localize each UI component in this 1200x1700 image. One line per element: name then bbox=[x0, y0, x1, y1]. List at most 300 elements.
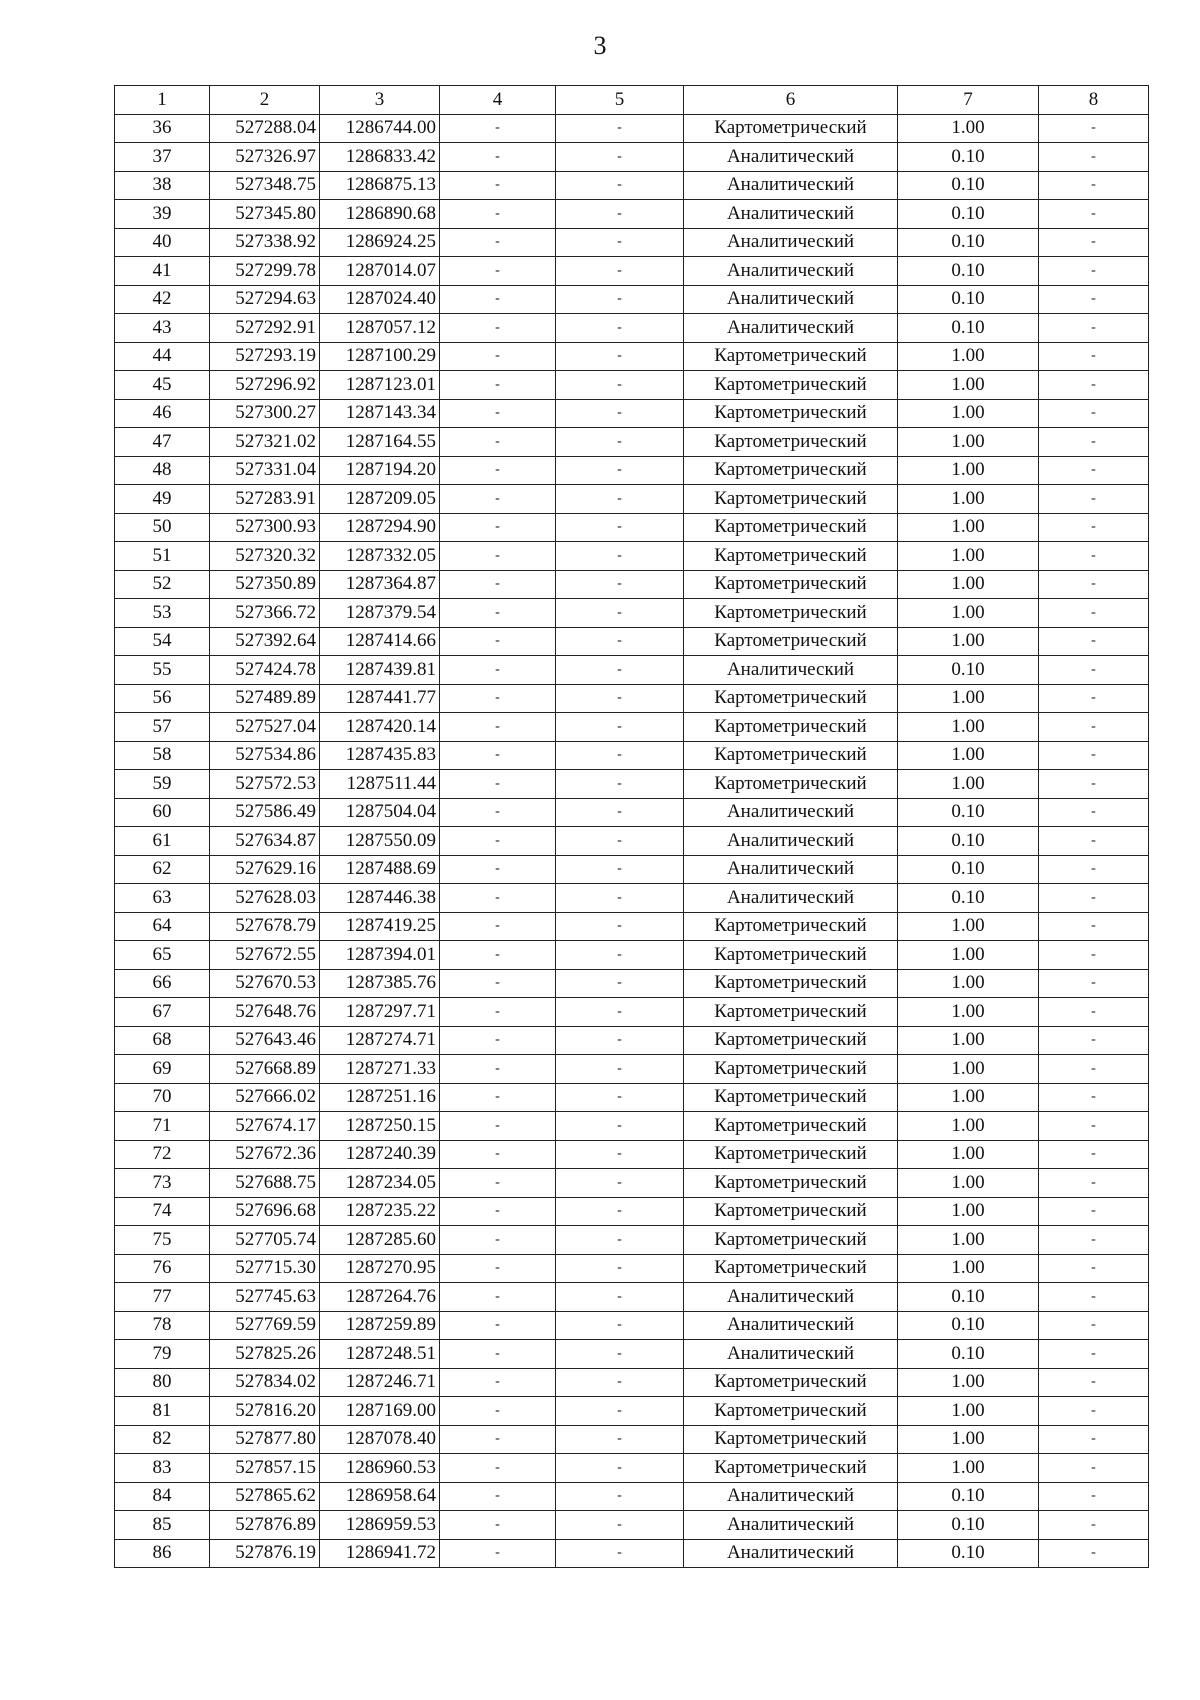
cell-col8: - bbox=[1039, 1397, 1149, 1426]
cell-method: Аналитический bbox=[684, 143, 898, 172]
cell-accuracy: 0.10 bbox=[898, 1283, 1039, 1312]
cell-method: Картометрический bbox=[684, 1055, 898, 1084]
cell-col8: - bbox=[1039, 371, 1149, 400]
cell-point-number: 50 bbox=[115, 513, 210, 542]
cell-col4: - bbox=[440, 998, 556, 1027]
cell-method: Аналитический bbox=[684, 798, 898, 827]
cell-point-number: 67 bbox=[115, 998, 210, 1027]
cell-point-number: 84 bbox=[115, 1482, 210, 1511]
cell-col4: - bbox=[440, 741, 556, 770]
cell-col8: - bbox=[1039, 599, 1149, 628]
cell-accuracy: 1.00 bbox=[898, 399, 1039, 428]
cell-point-number: 62 bbox=[115, 855, 210, 884]
cell-accuracy: 1.00 bbox=[898, 599, 1039, 628]
cell-accuracy: 1.00 bbox=[898, 513, 1039, 542]
cell-col4: - bbox=[440, 485, 556, 514]
cell-x: 527688.75 bbox=[210, 1169, 320, 1198]
cell-x: 527674.17 bbox=[210, 1112, 320, 1141]
table-row bbox=[115, 627, 1149, 656]
cell-col5: - bbox=[556, 143, 684, 172]
cell-y: 1287364.87 bbox=[320, 570, 440, 599]
cell-method: Картометрический bbox=[684, 998, 898, 1027]
cell-col5: - bbox=[556, 171, 684, 200]
cell-x: 527670.53 bbox=[210, 969, 320, 998]
cell-col5: - bbox=[556, 627, 684, 656]
cell-x: 527825.26 bbox=[210, 1340, 320, 1369]
header-cell-point-number: 1 bbox=[115, 86, 210, 115]
cell-col5: - bbox=[556, 428, 684, 457]
cell-col8: - bbox=[1039, 285, 1149, 314]
cell-y: 1287271.33 bbox=[320, 1055, 440, 1084]
cell-accuracy: 0.10 bbox=[898, 314, 1039, 343]
cell-method: Картометрический bbox=[684, 1425, 898, 1454]
cell-x: 527300.27 bbox=[210, 399, 320, 428]
cell-x: 527320.32 bbox=[210, 542, 320, 571]
cell-accuracy: 1.00 bbox=[898, 1368, 1039, 1397]
cell-x: 527586.49 bbox=[210, 798, 320, 827]
cell-method: Картометрический bbox=[684, 1454, 898, 1483]
cell-accuracy: 1.00 bbox=[898, 114, 1039, 143]
cell-col8: - bbox=[1039, 827, 1149, 856]
cell-x: 527834.02 bbox=[210, 1368, 320, 1397]
cell-point-number: 75 bbox=[115, 1226, 210, 1255]
cell-point-number: 43 bbox=[115, 314, 210, 343]
cell-accuracy: 0.10 bbox=[898, 228, 1039, 257]
cell-point-number: 63 bbox=[115, 884, 210, 913]
cell-accuracy: 0.10 bbox=[898, 827, 1039, 856]
cell-col5: - bbox=[556, 1083, 684, 1112]
cell-col5: - bbox=[556, 1055, 684, 1084]
cell-y: 1287488.69 bbox=[320, 855, 440, 884]
page-number: 3 bbox=[593, 31, 607, 60]
cell-col8: - bbox=[1039, 1197, 1149, 1226]
cell-col4: - bbox=[440, 684, 556, 713]
cell-point-number: 72 bbox=[115, 1140, 210, 1169]
cell-accuracy: 1.00 bbox=[898, 1454, 1039, 1483]
cell-y: 1287251.16 bbox=[320, 1083, 440, 1112]
cell-method: Картометрический bbox=[684, 1112, 898, 1141]
cell-accuracy: 1.00 bbox=[898, 542, 1039, 571]
cell-method: Аналитический bbox=[684, 1283, 898, 1312]
cell-col5: - bbox=[556, 1539, 684, 1568]
cell-col8: - bbox=[1039, 1226, 1149, 1255]
cell-point-number: 47 bbox=[115, 428, 210, 457]
cell-point-number: 78 bbox=[115, 1311, 210, 1340]
cell-method: Картометрический bbox=[684, 542, 898, 571]
cell-col5: - bbox=[556, 200, 684, 229]
cell-method: Картометрический bbox=[684, 1368, 898, 1397]
cell-col8: - bbox=[1039, 342, 1149, 371]
cell-col4: - bbox=[440, 884, 556, 913]
cell-x: 527668.89 bbox=[210, 1055, 320, 1084]
cell-x: 527293.19 bbox=[210, 342, 320, 371]
cell-method: Аналитический bbox=[684, 314, 898, 343]
cell-col4: - bbox=[440, 1083, 556, 1112]
cell-col4: - bbox=[440, 285, 556, 314]
cell-y: 1287270.95 bbox=[320, 1254, 440, 1283]
table-row bbox=[115, 1226, 1149, 1255]
cell-method: Картометрический bbox=[684, 713, 898, 742]
cell-col8: - bbox=[1039, 713, 1149, 742]
cell-x: 527634.87 bbox=[210, 827, 320, 856]
header-cell-col4: 4 bbox=[440, 86, 556, 115]
cell-col4: - bbox=[440, 114, 556, 143]
cell-point-number: 74 bbox=[115, 1197, 210, 1226]
cell-col5: - bbox=[556, 912, 684, 941]
cell-col8: - bbox=[1039, 1425, 1149, 1454]
cell-method: Аналитический bbox=[684, 1311, 898, 1340]
cell-col8: - bbox=[1039, 257, 1149, 286]
cell-x: 527424.78 bbox=[210, 656, 320, 685]
cell-col8: - bbox=[1039, 941, 1149, 970]
cell-x: 527876.19 bbox=[210, 1539, 320, 1568]
cell-accuracy: 1.00 bbox=[898, 1197, 1039, 1226]
cell-method: Картометрический bbox=[684, 1397, 898, 1426]
cell-method: Картометрический bbox=[684, 912, 898, 941]
table-row bbox=[115, 542, 1149, 571]
cell-x: 527672.36 bbox=[210, 1140, 320, 1169]
table-row bbox=[115, 1511, 1149, 1540]
cell-x: 527877.80 bbox=[210, 1425, 320, 1454]
table-row bbox=[115, 342, 1149, 371]
table-row bbox=[115, 1482, 1149, 1511]
cell-point-number: 85 bbox=[115, 1511, 210, 1540]
table-row bbox=[115, 456, 1149, 485]
cell-col4: - bbox=[440, 200, 556, 229]
cell-y: 1286960.53 bbox=[320, 1454, 440, 1483]
cell-col5: - bbox=[556, 542, 684, 571]
cell-point-number: 41 bbox=[115, 257, 210, 286]
cell-x: 527572.53 bbox=[210, 770, 320, 799]
cell-point-number: 38 bbox=[115, 171, 210, 200]
cell-x: 527321.02 bbox=[210, 428, 320, 457]
cell-x: 527678.79 bbox=[210, 912, 320, 941]
cell-col8: - bbox=[1039, 855, 1149, 884]
table-row bbox=[115, 656, 1149, 685]
cell-col5: - bbox=[556, 656, 684, 685]
cell-col4: - bbox=[440, 1425, 556, 1454]
cell-col8: - bbox=[1039, 228, 1149, 257]
cell-point-number: 64 bbox=[115, 912, 210, 941]
cell-point-number: 69 bbox=[115, 1055, 210, 1084]
cell-accuracy: 0.10 bbox=[898, 1311, 1039, 1340]
cell-y: 1287414.66 bbox=[320, 627, 440, 656]
cell-col4: - bbox=[440, 1397, 556, 1426]
cell-point-number: 81 bbox=[115, 1397, 210, 1426]
cell-y: 1286833.42 bbox=[320, 143, 440, 172]
cell-method: Картометрический bbox=[684, 428, 898, 457]
cell-y: 1287078.40 bbox=[320, 1425, 440, 1454]
cell-point-number: 53 bbox=[115, 599, 210, 628]
cell-col5: - bbox=[556, 599, 684, 628]
cell-x: 527283.91 bbox=[210, 485, 320, 514]
table-row bbox=[115, 171, 1149, 200]
cell-y: 1287297.71 bbox=[320, 998, 440, 1027]
cell-accuracy: 0.10 bbox=[898, 656, 1039, 685]
cell-method: Аналитический bbox=[684, 1539, 898, 1568]
cell-x: 527705.74 bbox=[210, 1226, 320, 1255]
cell-col8: - bbox=[1039, 1140, 1149, 1169]
cell-point-number: 66 bbox=[115, 969, 210, 998]
cell-method: Картометрический bbox=[684, 371, 898, 400]
cell-col4: - bbox=[440, 627, 556, 656]
cell-col8: - bbox=[1039, 741, 1149, 770]
cell-col4: - bbox=[440, 570, 556, 599]
cell-y: 1287169.00 bbox=[320, 1397, 440, 1426]
cell-col8: - bbox=[1039, 1283, 1149, 1312]
cell-col5: - bbox=[556, 770, 684, 799]
table-row bbox=[115, 741, 1149, 770]
cell-col4: - bbox=[440, 1169, 556, 1198]
cell-col8: - bbox=[1039, 114, 1149, 143]
cell-col8: - bbox=[1039, 1055, 1149, 1084]
cell-method: Картометрический bbox=[684, 513, 898, 542]
cell-x: 527288.04 bbox=[210, 114, 320, 143]
cell-method: Картометрический bbox=[684, 684, 898, 713]
cell-col4: - bbox=[440, 798, 556, 827]
cell-method: Аналитический bbox=[684, 1482, 898, 1511]
table-row bbox=[115, 1197, 1149, 1226]
cell-accuracy: 1.00 bbox=[898, 342, 1039, 371]
cell-accuracy: 1.00 bbox=[898, 1026, 1039, 1055]
cell-point-number: 54 bbox=[115, 627, 210, 656]
cell-col8: - bbox=[1039, 798, 1149, 827]
table-row bbox=[115, 713, 1149, 742]
cell-col5: - bbox=[556, 371, 684, 400]
cell-point-number: 48 bbox=[115, 456, 210, 485]
cell-point-number: 83 bbox=[115, 1454, 210, 1483]
cell-col8: - bbox=[1039, 770, 1149, 799]
cell-col8: - bbox=[1039, 1340, 1149, 1369]
cell-y: 1287248.51 bbox=[320, 1340, 440, 1369]
cell-col5: - bbox=[556, 513, 684, 542]
table-row bbox=[115, 1397, 1149, 1426]
table-row bbox=[115, 684, 1149, 713]
cell-y: 1286959.53 bbox=[320, 1511, 440, 1540]
cell-col8: - bbox=[1039, 1254, 1149, 1283]
cell-col4: - bbox=[440, 1311, 556, 1340]
cell-method: Аналитический bbox=[684, 1340, 898, 1369]
cell-y: 1287194.20 bbox=[320, 456, 440, 485]
cell-method: Картометрический bbox=[684, 1169, 898, 1198]
table-row bbox=[115, 599, 1149, 628]
cell-point-number: 68 bbox=[115, 1026, 210, 1055]
cell-col5: - bbox=[556, 114, 684, 143]
cell-point-number: 77 bbox=[115, 1283, 210, 1312]
cell-y: 1287240.39 bbox=[320, 1140, 440, 1169]
table-row bbox=[115, 1112, 1149, 1141]
cell-point-number: 59 bbox=[115, 770, 210, 799]
table-row bbox=[115, 912, 1149, 941]
cell-col5: - bbox=[556, 684, 684, 713]
cell-col4: - bbox=[440, 1539, 556, 1568]
cell-col8: - bbox=[1039, 1511, 1149, 1540]
cell-accuracy: 1.00 bbox=[898, 1112, 1039, 1141]
cell-accuracy: 1.00 bbox=[898, 570, 1039, 599]
cell-method: Картометрический bbox=[684, 1254, 898, 1283]
cell-point-number: 65 bbox=[115, 941, 210, 970]
cell-x: 527392.64 bbox=[210, 627, 320, 656]
cell-y: 1287511.44 bbox=[320, 770, 440, 799]
table-row bbox=[115, 770, 1149, 799]
cell-method: Аналитический bbox=[684, 171, 898, 200]
cell-col8: - bbox=[1039, 542, 1149, 571]
cell-x: 527876.89 bbox=[210, 1511, 320, 1540]
table-body bbox=[115, 114, 1149, 1568]
cell-x: 527628.03 bbox=[210, 884, 320, 913]
table-row bbox=[115, 570, 1149, 599]
cell-x: 527745.63 bbox=[210, 1283, 320, 1312]
cell-col8: - bbox=[1039, 1539, 1149, 1568]
cell-y: 1287143.34 bbox=[320, 399, 440, 428]
cell-y: 1287057.12 bbox=[320, 314, 440, 343]
cell-method: Картометрический bbox=[684, 741, 898, 770]
cell-col8: - bbox=[1039, 570, 1149, 599]
cell-point-number: 76 bbox=[115, 1254, 210, 1283]
cell-col4: - bbox=[440, 1254, 556, 1283]
cell-method: Аналитический bbox=[684, 827, 898, 856]
cell-col8: - bbox=[1039, 1026, 1149, 1055]
table-row bbox=[115, 998, 1149, 1027]
cell-x: 527345.80 bbox=[210, 200, 320, 229]
cell-method: Картометрический bbox=[684, 1083, 898, 1112]
table-row bbox=[115, 371, 1149, 400]
cell-method: Картометрический bbox=[684, 1197, 898, 1226]
cell-col4: - bbox=[440, 428, 556, 457]
cell-col8: - bbox=[1039, 428, 1149, 457]
cell-x: 527294.63 bbox=[210, 285, 320, 314]
cell-col8: - bbox=[1039, 884, 1149, 913]
cell-y: 1287209.05 bbox=[320, 485, 440, 514]
cell-accuracy: 0.10 bbox=[898, 1340, 1039, 1369]
cell-accuracy: 1.00 bbox=[898, 428, 1039, 457]
table-row bbox=[115, 1454, 1149, 1483]
cell-point-number: 80 bbox=[115, 1368, 210, 1397]
cell-accuracy: 0.10 bbox=[898, 200, 1039, 229]
cell-y: 1287504.04 bbox=[320, 798, 440, 827]
cell-col8: - bbox=[1039, 1083, 1149, 1112]
cell-col8: - bbox=[1039, 143, 1149, 172]
cell-point-number: 51 bbox=[115, 542, 210, 571]
table-row bbox=[115, 1368, 1149, 1397]
cell-y: 1287435.83 bbox=[320, 741, 440, 770]
cell-col5: - bbox=[556, 1169, 684, 1198]
cell-y: 1287235.22 bbox=[320, 1197, 440, 1226]
table-row bbox=[115, 143, 1149, 172]
table-row bbox=[115, 114, 1149, 143]
cell-col8: - bbox=[1039, 314, 1149, 343]
cell-x: 527534.86 bbox=[210, 741, 320, 770]
cell-y: 1287285.60 bbox=[320, 1226, 440, 1255]
cell-x: 527299.78 bbox=[210, 257, 320, 286]
table-row bbox=[115, 1140, 1149, 1169]
cell-col5: - bbox=[556, 257, 684, 286]
cell-col8: - bbox=[1039, 456, 1149, 485]
cell-accuracy: 1.00 bbox=[898, 1425, 1039, 1454]
cell-accuracy: 0.10 bbox=[898, 798, 1039, 827]
cell-y: 1286924.25 bbox=[320, 228, 440, 257]
cell-y: 1287332.05 bbox=[320, 542, 440, 571]
cell-y: 1287246.71 bbox=[320, 1368, 440, 1397]
cell-accuracy: 1.00 bbox=[898, 969, 1039, 998]
cell-point-number: 40 bbox=[115, 228, 210, 257]
cell-accuracy: 1.00 bbox=[898, 1226, 1039, 1255]
cell-x: 527857.15 bbox=[210, 1454, 320, 1483]
cell-point-number: 73 bbox=[115, 1169, 210, 1198]
cell-y: 1286941.72 bbox=[320, 1539, 440, 1568]
cell-y: 1287024.40 bbox=[320, 285, 440, 314]
cell-x: 527366.72 bbox=[210, 599, 320, 628]
cell-point-number: 44 bbox=[115, 342, 210, 371]
cell-y: 1286744.00 bbox=[320, 114, 440, 143]
cell-point-number: 46 bbox=[115, 399, 210, 428]
cell-x: 527672.55 bbox=[210, 941, 320, 970]
table-header-row bbox=[115, 86, 1149, 115]
cell-point-number: 49 bbox=[115, 485, 210, 514]
cell-x: 527865.62 bbox=[210, 1482, 320, 1511]
cell-method: Картометрический bbox=[684, 770, 898, 799]
table-row bbox=[115, 1539, 1149, 1568]
cell-y: 1287014.07 bbox=[320, 257, 440, 286]
cell-col5: - bbox=[556, 969, 684, 998]
cell-accuracy: 0.10 bbox=[898, 285, 1039, 314]
cell-col5: - bbox=[556, 1368, 684, 1397]
cell-col4: - bbox=[440, 342, 556, 371]
cell-col8: - bbox=[1039, 485, 1149, 514]
table-row bbox=[115, 513, 1149, 542]
cell-col4: - bbox=[440, 1197, 556, 1226]
cell-col4: - bbox=[440, 456, 556, 485]
cell-col8: - bbox=[1039, 1482, 1149, 1511]
header-cell-y: 3 bbox=[320, 86, 440, 115]
cell-accuracy: 0.10 bbox=[898, 1539, 1039, 1568]
table-row bbox=[115, 798, 1149, 827]
cell-accuracy: 1.00 bbox=[898, 1254, 1039, 1283]
cell-point-number: 86 bbox=[115, 1539, 210, 1568]
cell-col5: - bbox=[556, 855, 684, 884]
cell-col4: - bbox=[440, 371, 556, 400]
cell-method: Картометрический bbox=[684, 485, 898, 514]
cell-col8: - bbox=[1039, 1311, 1149, 1340]
cell-col8: - bbox=[1039, 998, 1149, 1027]
cell-method: Картометрический bbox=[684, 599, 898, 628]
cell-method: Картометрический bbox=[684, 342, 898, 371]
cell-col5: - bbox=[556, 1511, 684, 1540]
cell-col4: - bbox=[440, 1226, 556, 1255]
cell-point-number: 45 bbox=[115, 371, 210, 400]
cell-col4: - bbox=[440, 599, 556, 628]
cell-y: 1287294.90 bbox=[320, 513, 440, 542]
cell-col5: - bbox=[556, 1026, 684, 1055]
cell-accuracy: 0.10 bbox=[898, 171, 1039, 200]
cell-col8: - bbox=[1039, 200, 1149, 229]
cell-accuracy: 1.00 bbox=[898, 1169, 1039, 1198]
cell-point-number: 71 bbox=[115, 1112, 210, 1141]
cell-y: 1287250.15 bbox=[320, 1112, 440, 1141]
cell-col8: - bbox=[1039, 912, 1149, 941]
cell-col4: - bbox=[440, 143, 556, 172]
cell-accuracy: 0.10 bbox=[898, 1482, 1039, 1511]
cell-accuracy: 0.10 bbox=[898, 1511, 1039, 1540]
cell-accuracy: 1.00 bbox=[898, 1055, 1039, 1084]
table-row bbox=[115, 428, 1149, 457]
cell-col4: - bbox=[440, 399, 556, 428]
cell-y: 1287234.05 bbox=[320, 1169, 440, 1198]
cell-col5: - bbox=[556, 570, 684, 599]
cell-accuracy: 0.10 bbox=[898, 143, 1039, 172]
cell-col5: - bbox=[556, 1454, 684, 1483]
cell-col5: - bbox=[556, 1311, 684, 1340]
